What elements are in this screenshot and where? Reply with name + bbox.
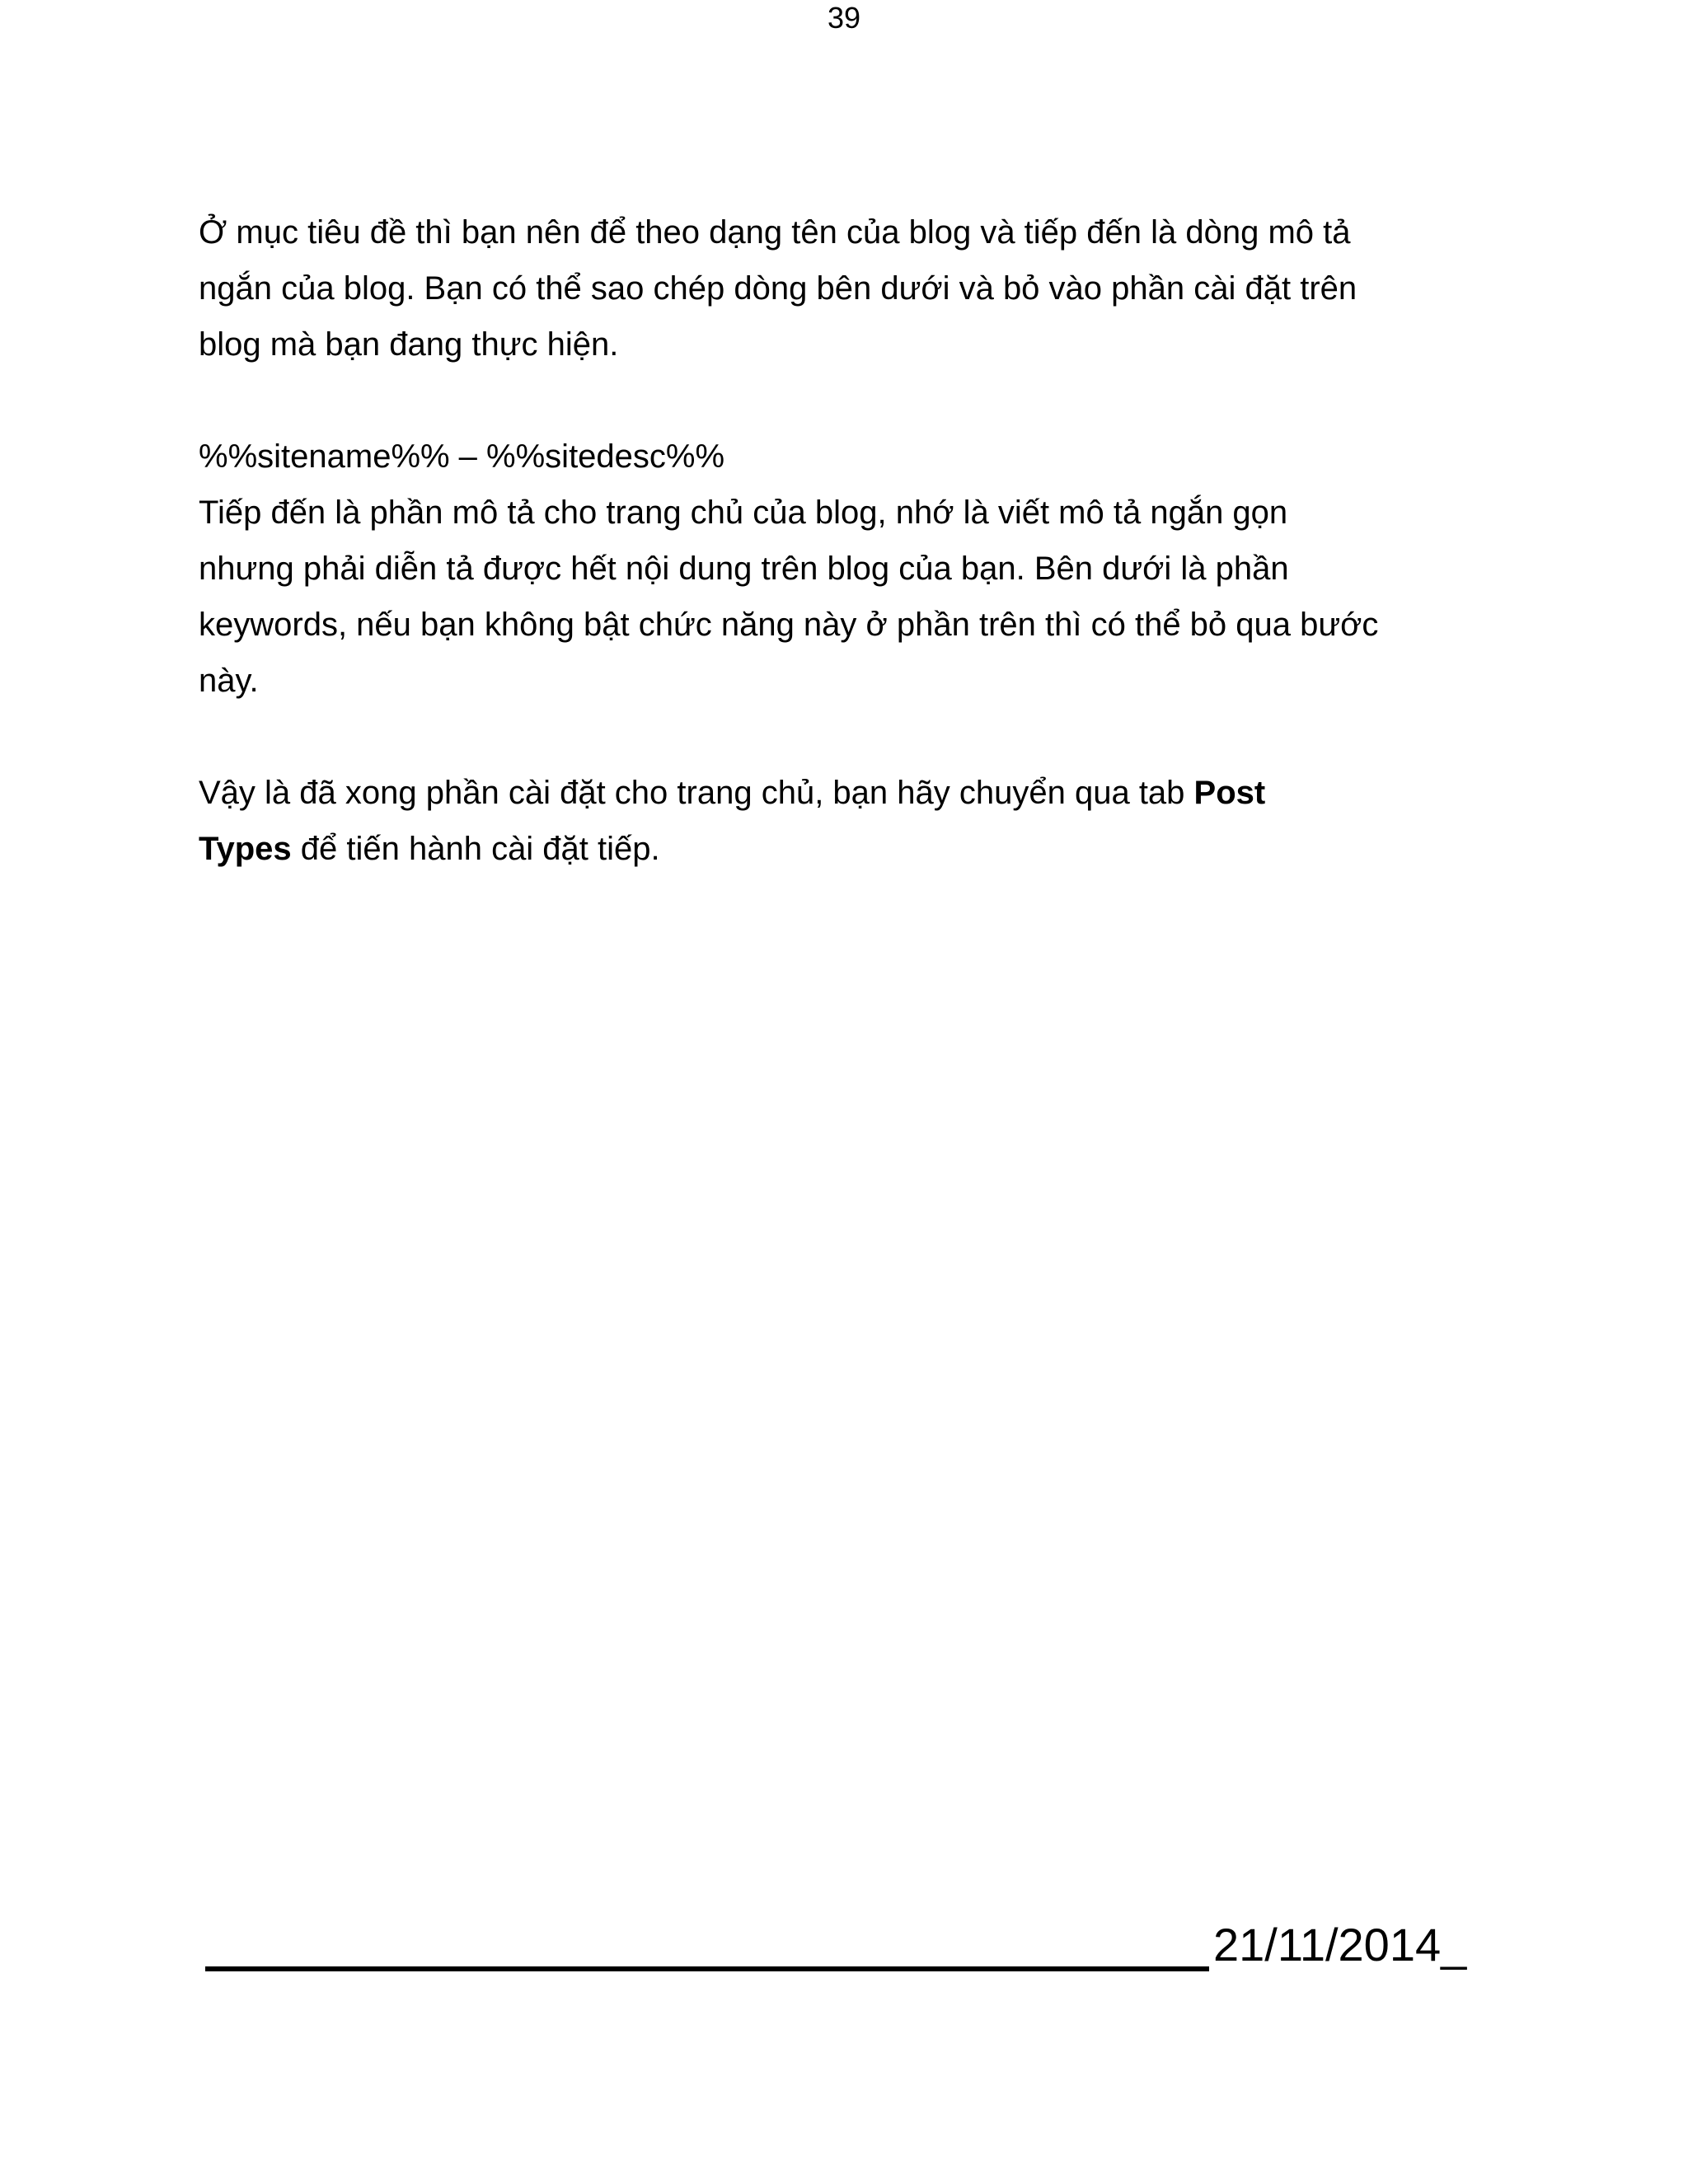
text-line: này.	[199, 663, 259, 699]
paragraph-title-instructions	[199, 204, 1501, 373]
bold-term: Post	[1193, 775, 1266, 811]
page-number: 39	[827, 1, 861, 35]
text-line: Ở mục tiêu đề thì bạn nên để theo dạng tên của blog và tiếp đến là dòng mô tả	[199, 214, 1351, 251]
text-segment: Vậy là đã xong phần cài đặt cho trang chủ, bạn hãy chuyển qua tab	[199, 775, 1194, 811]
text-segment: để tiến hành cài đặt tiếp.	[291, 831, 660, 867]
text-line	[199, 765, 1501, 821]
text-line: blog mà bạn đang thực hiện.	[199, 326, 619, 363]
text-line: nhưng phải diễn tả được hết nội dung trên blog của bạn. Bên dưới là phần	[199, 551, 1289, 587]
text-line: ngắn của blog. Bạn có thể sao chép dòng bên dưới và bỏ vào phần cài đặt trên	[199, 270, 1357, 307]
text-line: keywords, nếu bạn không bật chức năng này ở phần trên thì có thể bỏ qua bước	[199, 607, 1379, 643]
template-code-line: %%sitename%% – %%sitedesc%%	[199, 438, 725, 475]
paragraph-next-step	[199, 765, 1501, 877]
footer-date: 21/11/2014_	[1213, 1919, 1467, 1971]
paragraph-description-instructions	[199, 429, 1501, 709]
footer-rule	[205, 1966, 1209, 1971]
text-line	[199, 821, 1501, 877]
bold-term: Types	[199, 831, 292, 867]
text-line: Tiếp đến là phần mô tả cho trang chủ của blog, nhớ là viết mô tả ngắn gọn	[199, 494, 1288, 531]
